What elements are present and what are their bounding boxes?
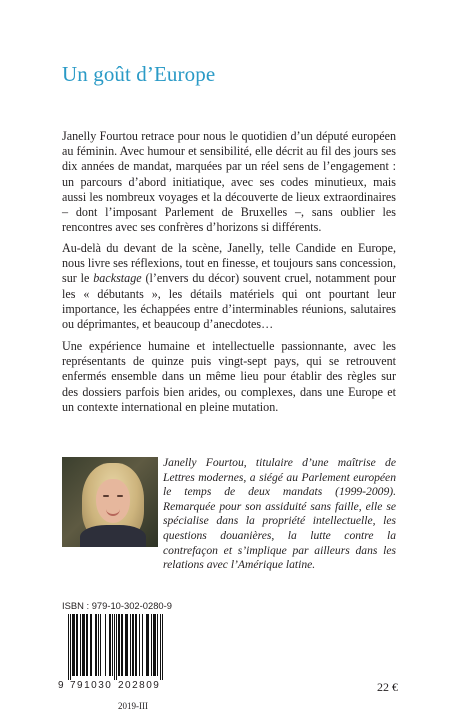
barcode-bar: [72, 614, 73, 676]
barcode-bar: [73, 614, 74, 676]
barcode-bar: [142, 614, 143, 676]
barcode-bar: [125, 614, 126, 676]
barcode-bar: [83, 614, 84, 676]
barcode-bar: [130, 614, 131, 676]
barcode-bar: [162, 614, 163, 680]
price: 22 €: [377, 680, 398, 694]
blurb-paragraph-2-start: Au-delà du devant de la scène, Janelly, telle Candide en Europe, nous livre ses réflexions, tout en finesse, et toujours sans concession, sur le: [62, 241, 396, 286]
barcode-bar: [135, 614, 136, 676]
book-title: Un goût d’Europe: [62, 62, 216, 86]
blurb-paragraph-2: [62, 241, 396, 332]
barcode-bar: [146, 614, 147, 676]
blurb-paragraph-3: Une expérience humaine et intellectuelle passionnante, avec les représentants de quinze puis vingt-sept pays, qui se retrouvent enfermés ensemble dans un même lieu pour établir des règles sur des dossiers parfois bien arides, ou complexes, dans une Europe et un contexte international en pleine mutation.: [62, 339, 396, 414]
barcode-bar: [76, 614, 77, 676]
barcode-bar: [121, 614, 122, 676]
barcode-bar: [151, 614, 152, 676]
barcode-bar: [126, 614, 127, 676]
barcode-bar: [139, 614, 140, 676]
blurb-backstage-term: backstage: [93, 271, 142, 286]
barcode-bar: [70, 614, 71, 680]
barcode-bar: [82, 614, 83, 676]
barcode-bar: [118, 614, 119, 676]
barcode-bar: [153, 614, 154, 676]
barcode-bar: [154, 614, 155, 676]
author-bio: Janelly Fourtou, titulaire d’une maîtrise de Lettres modernes, a siégé au Parlement européen le temps de deux mandats (1999-2009). Remarquée pour son assiduité sans faille, elle se spécialise dans la propriété intellectuelle, les questions douanières, la lutte contre la contrefaçon et s’implique par ailleurs dans les relations avec l’Amérique latine.: [163, 456, 396, 572]
barcode-bar: [86, 614, 87, 676]
barcode-bar: [74, 614, 75, 676]
barcode-bar: [136, 614, 137, 676]
barcode-bar: [77, 614, 78, 676]
barcode-bar: [148, 614, 149, 676]
barcode-bar: [98, 614, 99, 676]
barcode-bar: [110, 614, 111, 676]
barcode-bar: [100, 614, 101, 676]
barcode-bar: [155, 614, 156, 676]
barcode-bar: [160, 614, 161, 680]
barcode-bar: [122, 614, 123, 676]
print-code: 2019-III: [118, 701, 148, 711]
blurb-paragraph-2-end: (l’envers du décor) souvent cruel, notamment pour les « débutants », les détails matériels qui ont pourtant leur importance, les échappées entre d’interminables réunions, salutaires ou déprimantes, et beaucoup d’anecdotes…: [62, 271, 397, 332]
barcode-bars: [66, 614, 166, 682]
barcode-bar: [157, 614, 158, 676]
isbn-label: ISBN : 979-10-302-0280-9: [62, 600, 172, 611]
barcode-left-digits: 791030: [70, 680, 113, 691]
barcode-right-digits: 202809: [118, 680, 161, 691]
blurb-paragraph-1: Janelly Fourtou retrace pour nous le quotidien d’un député européen au féminin. Avec humour et sensibilité, elle décrit au fil des jours ses dix années de mandat, marquées par un réel sens de l’engagement : un parcours d’abord initiatique, avec ses codes minutieux, mais aussi les nombreux voyages et la découverte de lieux extraordinaires – dont l’imposant Parlement de Bruxelles –, sans oublier les rencontres avec ses confrères d’horizons si différents.: [62, 129, 396, 235]
barcode-bar: [147, 614, 148, 676]
barcode-bar: [84, 614, 85, 676]
barcode-bar: [109, 614, 110, 676]
barcode-bar: [116, 614, 117, 680]
barcode-bar: [105, 614, 106, 676]
barcode-bar: [96, 614, 97, 676]
barcode-bar: [68, 614, 69, 680]
barcode-bar: [133, 614, 134, 676]
barcode-bar: [119, 614, 120, 676]
barcode: [62, 614, 167, 688]
barcode-bar: [91, 614, 92, 676]
barcode-first-digit: 9: [58, 680, 64, 691]
barcode-bar: [127, 614, 128, 676]
author-photo: [62, 457, 158, 547]
barcode-bar: [80, 614, 81, 676]
barcode-bar: [112, 614, 113, 676]
barcode-bar: [132, 614, 133, 676]
barcode-bar: [90, 614, 91, 676]
barcode-bar: [114, 614, 115, 680]
barcode-bar: [95, 614, 96, 676]
barcode-bar: [87, 614, 88, 676]
